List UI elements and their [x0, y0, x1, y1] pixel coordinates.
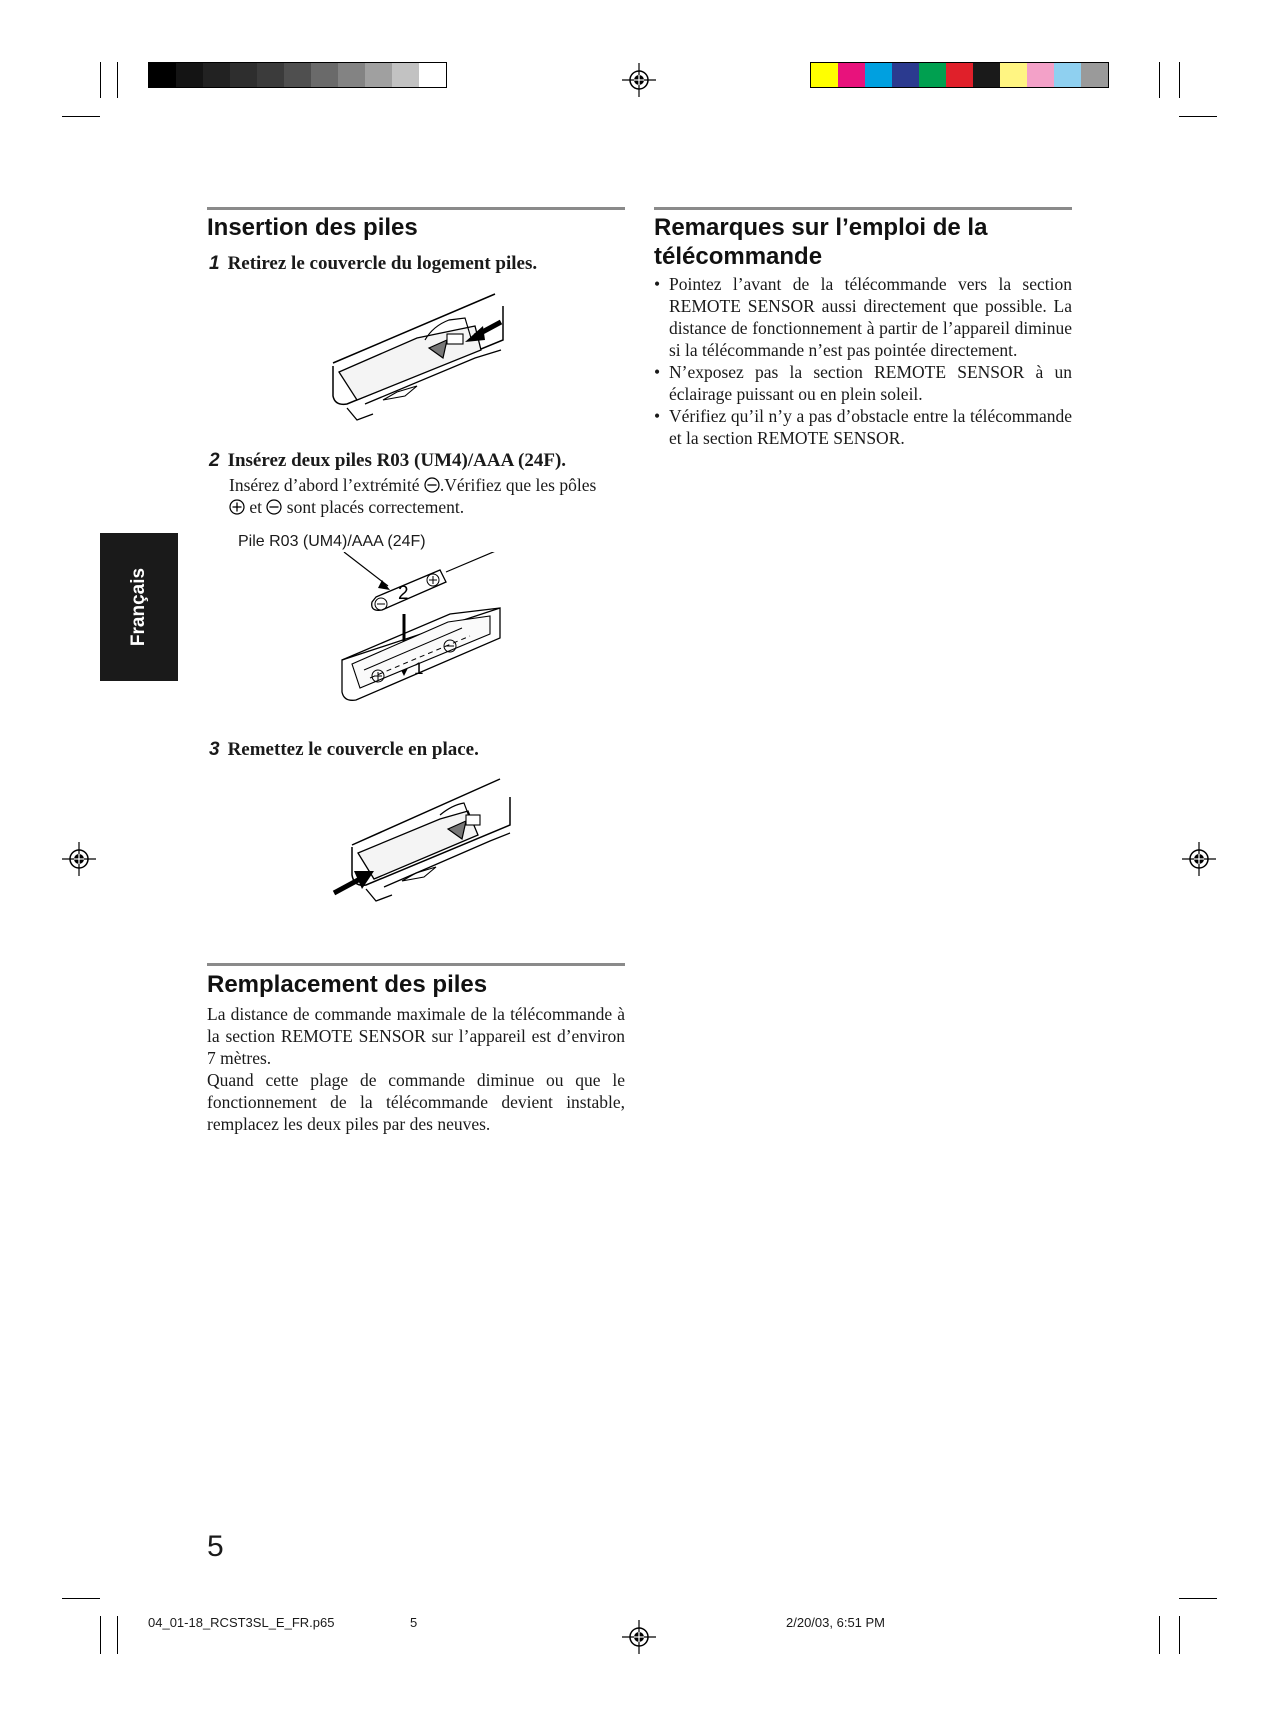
remote-cover-replace-illustration — [330, 775, 515, 925]
remark-item: • Pointez l’avant de la télécommande vers la section REMOTE SENSOR aussi directement que possible. La distance de fonctionnement à partir de l’appareil diminue si la télécommande n’est pas pointée directement. — [654, 273, 1072, 361]
color-swatch — [392, 63, 419, 87]
footer-filename: 04_01-18_RCST3SL_E_FR.p65 — [148, 1615, 335, 1630]
color-swatch — [365, 63, 392, 87]
color-swatch — [1054, 63, 1081, 87]
remark-item: • N’exposez pas la section REMOTE SENSOR à un éclairage puissant ou en plein soleil. — [654, 361, 1072, 405]
minus-pole-icon — [266, 499, 282, 515]
footer-date: 2/20/03, 6:51 PM — [786, 1615, 886, 1630]
step-3 — [209, 738, 479, 762]
section-title-replacement: Remplacement des piles — [207, 971, 488, 998]
registration-mark-icon — [62, 842, 96, 876]
battery-label: Pile R03 (UM4)/AAA (24F) — [238, 533, 426, 550]
registration-mark-icon — [1182, 842, 1216, 876]
step-number: 1 — [209, 253, 220, 274]
section-title-remarks: Remarques sur l’emploi de la télécommande — [654, 214, 988, 270]
color-swatch — [419, 63, 446, 87]
plus-pole-icon — [229, 499, 245, 515]
section-title-insertion: Insertion des piles — [207, 214, 418, 241]
battery-insertion-illustration — [330, 552, 510, 722]
color-swatch — [973, 63, 1000, 87]
color-swatch — [838, 63, 865, 87]
battery-number-2: 2 — [398, 583, 409, 604]
step-number: 2 — [209, 450, 220, 471]
remark-item: • Vérifiez qu’il n’y a pas d’obstacle entre la télécommande et la section REMOTE SENSOR. — [654, 405, 1072, 449]
color-swatch — [230, 63, 257, 87]
step-2-description: Insérez d’abord l’extrémité .Vérifiez que les pôles et sont placés correctement. — [229, 475, 597, 517]
paragraph: La distance de commande maximale de la télécommande à la section REMOTE SENSOR sur l’appareil est d’environ 7 mètres. — [207, 1004, 625, 1068]
color-swatch — [284, 63, 311, 87]
color-swatch — [338, 63, 365, 87]
language-tab: Français — [100, 533, 178, 681]
step-number: 3 — [209, 739, 220, 760]
color-swatch — [946, 63, 973, 87]
battery-number-1: 1 — [414, 659, 424, 678]
section-rule — [654, 207, 1072, 210]
color-swatch — [203, 63, 230, 87]
color-swatch — [865, 63, 892, 87]
replacement-text — [207, 1003, 625, 1135]
grayscale-calibration-bar — [148, 62, 447, 88]
color-swatch — [311, 63, 338, 87]
color-swatch — [1081, 63, 1108, 87]
minus-pole-icon — [424, 477, 440, 493]
color-swatch — [811, 63, 838, 87]
color-swatch — [892, 63, 919, 87]
remarks-list — [654, 273, 1072, 449]
step-text: Retirez le couvercle du logement piles. — [227, 253, 538, 274]
color-swatch — [257, 63, 284, 87]
color-swatch — [149, 63, 176, 87]
footer-page: 5 — [410, 1615, 418, 1630]
registration-mark-icon — [622, 63, 656, 97]
color-swatch — [919, 63, 946, 87]
step-text: Remettez le couvercle en place. — [227, 739, 479, 760]
step-1 — [209, 252, 537, 276]
remote-cover-removal-illustration — [325, 288, 515, 438]
section-rule — [207, 207, 625, 210]
color-swatch — [1000, 63, 1027, 87]
step-text: Insérez deux piles R03 (UM4)/AAA (24F). — [227, 450, 567, 471]
paragraph: Quand cette plage de commande diminue ou que le fonctionnement de la télécommande devient instable, remplacez les deux piles par des neuves. — [207, 1070, 625, 1134]
section-rule — [207, 963, 625, 966]
color-swatch — [1027, 63, 1054, 87]
color-swatch — [176, 63, 203, 87]
page-number: 5 — [207, 1530, 224, 1563]
registration-mark-icon — [622, 1620, 656, 1654]
step-2 — [209, 449, 566, 473]
color-calibration-bar — [810, 62, 1109, 88]
